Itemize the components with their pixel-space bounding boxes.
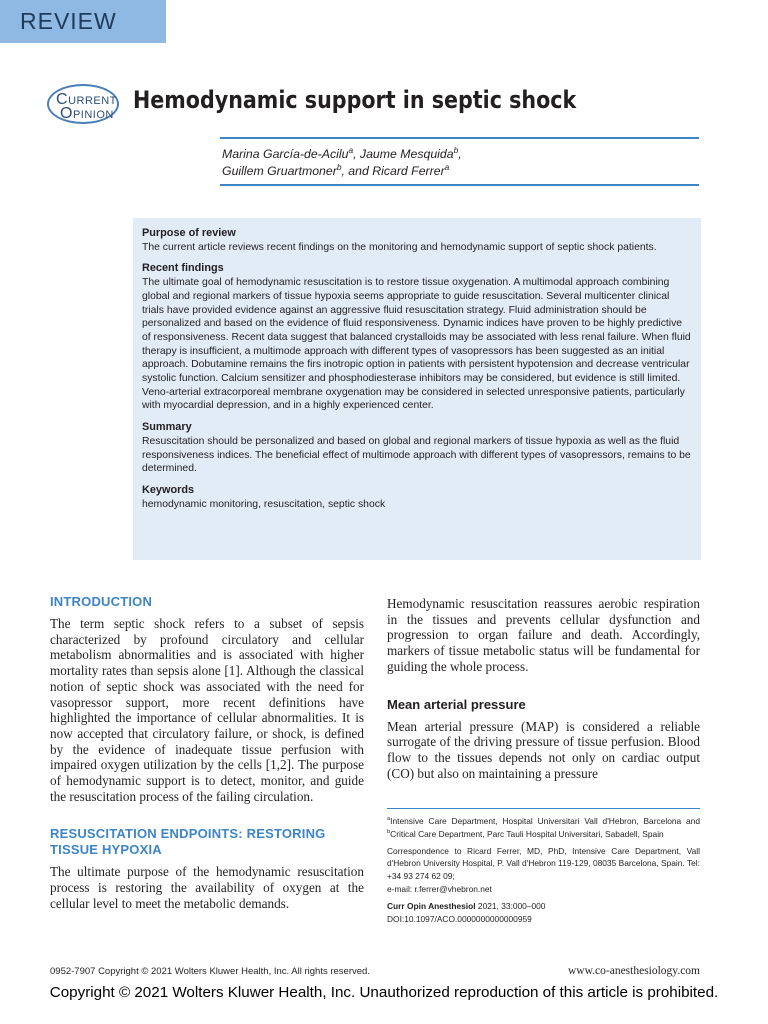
email-link[interactable]: e-mail: r.ferrer@vhebron.net bbox=[387, 883, 492, 894]
title-rule bbox=[220, 137, 699, 139]
logo-line-1: CURRENT bbox=[56, 91, 117, 108]
map-heading: Mean arterial pressure bbox=[387, 696, 526, 712]
correspondence: Correspondence to Ricard Ferrer, MD, PhD, Intensive Care Department, Vall d'Hebron University Hospital, P. Vall d'Hebron 119-129, 08035 Barcelona, Spain. Tel: +34 93 274 62 09; e-mail: r.ferrer@vhebron.net bbox=[387, 845, 700, 894]
author-list: Marina García-de-Acilu$^a$, Jaume Mesquida$^b$, Guillem Gruartmoner$^b$, and Ricard Ferrer$^a$ bbox=[222, 144, 462, 178]
resuscitation-text: The ultimate purpose of the hemodynamic resuscitation process is restoring the availability of oxygen at the cellular level to meet the metabolic demands. bbox=[50, 864, 364, 911]
footer-copyright: 0952-7907 Copyright © 2021 Wolters Kluwer Health, Inc. All rights reserved. bbox=[50, 966, 370, 977]
copyright-notice: Copyright © 2021 Wolters Kluwer Health, Inc. Unauthorized reproduction of this article is prohibited. bbox=[49, 984, 719, 1001]
introduction-heading: INTRODUCTION bbox=[50, 594, 153, 609]
left-column bbox=[50, 594, 364, 912]
keywords-text: hemodynamic monitoring, resuscitation, septic shock bbox=[142, 498, 386, 510]
journal-citation: Curr Opin Anesthesiol 2021, 33:000–000 DOI:10.1097/ACO.0000000000000959 bbox=[387, 900, 546, 924]
authors-rule bbox=[220, 184, 699, 186]
footnotes bbox=[387, 815, 700, 929]
right-column bbox=[387, 596, 700, 781]
article-title: Hemodynamic support in septic shock bbox=[133, 86, 577, 114]
purpose-text: The current article reviews recent findings on the monitoring and hemodynamic support of septic shock patients. bbox=[142, 241, 657, 253]
affiliations: $^a$Intensive Care Department, Hospital Universitari Vall d'Hebron, Barcelona and $^b$Critical Care Department, Parc Tauli Hospital Universitari, Sabadell, Spain bbox=[387, 816, 700, 839]
footer-website-link[interactable]: www.co-anesthesiology.com bbox=[567, 965, 700, 977]
continued-paragraph: Hemodynamic resuscitation reassures aerobic respiration in the tissues and prevents cellular dysfunction and progression to organ failure and death. Accordingly, markers of tissue metabolic status will be fundamental for guiding the whole process. bbox=[387, 596, 700, 674]
current-opinion-logo bbox=[47, 84, 119, 124]
findings-heading: Recent findings bbox=[142, 262, 224, 275]
findings-text: The ultimate goal of hemodynamic resuscitation is to restore tissue oxygenation. A multimodal approach combining global and regional markers of tissue hypoxia seems appropriate to guide resuscitation. Several multicenter clinical trials have provided evidence against an aggressive fluid resuscitation strategy. Fluid administration should be personalized and based on the evidence of fluid responsiveness. Dynamic indices have proven to be highly predictive of responsiveness. Recent data suggest that balanced crystalloids may be associated with less renal failure. When fluid therapy is insufficient, a multimode approach with different types of vasopressors has been suggested as an initial approach. Dobutamine remains the firs inotropic option in patients with persistent hypotension and decrease ventricular systolic function. Calcium sensitizer and phosphodiesterase inhibitors may be considered, but evidence is still limited. Veno-arterial extracorporeal membrane oxygenation may be considered in selected unresponsive patients, particularly with myocardial depression, and in a highly experienced center. bbox=[142, 277, 691, 412]
abstract-box bbox=[133, 218, 701, 560]
resuscitation-heading: RESUSCITATION ENDPOINTS: RESTORING TISSUE HYPOXIA bbox=[50, 826, 326, 858]
map-text: Mean arterial pressure (MAP) is considered a reliable surrogate of the driving pressure of tissue perfusion. Blood flow to the tissues depends not only on cardiac output (CO) but also on maintaining a pressure bbox=[387, 718, 700, 781]
introduction-text: The term septic shock refers to a subset of sepsis characterized by profound circulatory and cellular metabolism abnormalities and is associated with higher mortality rates than sepsis alone [1]. Although the classical notion of septic shock was associated with the need for vasopressor support, more recent definitions have highlighted the importance of cellular abnormalities. It is now accepted that circulatory failure, or shock, is defined by the evidence of inadequate tissue perfusion with impaired oxygen utilization by the cells [1,2]. The purpose of hemodynamic support is to detect, monitor, and guide the resuscitation process of the failing circulation. bbox=[50, 616, 364, 804]
summary-text: Resuscitation should be personalized and based on global and regional markers of tissue hypoxia as well as the fluid responsiveness indices. The beneficial effect of multimode approach with different types of vasopressors, remains to be determined. bbox=[142, 435, 691, 475]
section-label: REVIEW bbox=[0, 0, 166, 43]
purpose-heading: Purpose of review bbox=[142, 227, 236, 239]
footnote-rule bbox=[387, 808, 700, 809]
summary-heading: Summary bbox=[142, 421, 192, 434]
keywords-heading: Keywords bbox=[142, 483, 195, 496]
logo-line-2: OPINION bbox=[60, 105, 114, 122]
doi-link[interactable]: DOI:10.1097/ACO.0000000000000959 bbox=[387, 913, 532, 924]
